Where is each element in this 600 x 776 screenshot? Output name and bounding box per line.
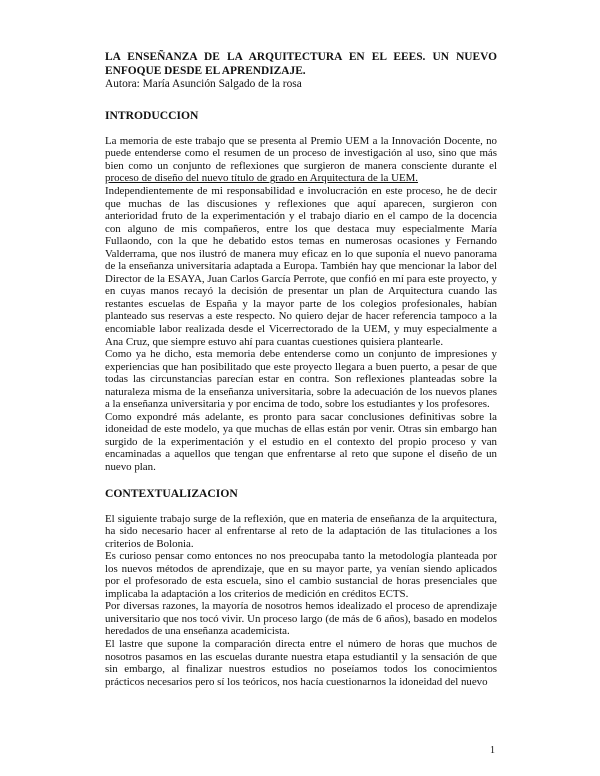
document-author: Autora: María Asunción Salgado de la rosa	[105, 78, 302, 91]
paragraph: Como expondré más adelante, es pronto para sacar conclusiones definitivas sobre la idoneidad de este modelo, ya que muchas de ellas están por venir. Otras sin embargo han surgido de la experimentación y el estudio en el contexto del propio proceso y van encaminadas a aquellos que tengan que enfrentarse al reto que supone el diseño de un nuevo plan.	[105, 410, 497, 473]
underlined-text: proceso de diseño del nuevo título de grado en Arquitectura de la UEM.	[105, 172, 419, 185]
section-heading-introduccion: INTRODUCCION	[105, 108, 199, 122]
document-page	[105, 51, 497, 688]
document-title: LA ENSEÑANZA DE LA ARQUITECTURA EN EL EEES. UN NUEVO ENFOQUE DESDE EL APRENDIZAJE.	[105, 51, 497, 77]
section-heading-contextualizacion: CONTEXTUALIZACION	[105, 486, 238, 500]
paragraph: El siguiente trabajo surge de la reflexión, que en materia de enseñanza de la arquitectura, ha sido necesario hacer al enfrentarse al reto de la adaptación de las titulaciones a los criterios de Bolonia.	[105, 512, 497, 550]
paragraph: Por diversas razones, la mayoría de nosotros hemos idealizado el proceso de aprendizaje universitario que nos tocó vivir. Un proceso largo (de más de 6 años), basado en modelos heredados de una enseñanza academicista.	[105, 600, 497, 638]
paragraph: Como ya he dicho, esta memoria debe entenderse como un conjunto de impresiones y experiencias que han posibilitado que este proyecto llegara a buen puerto, a pesar de que todas las circunstancias parecían estar en contra. Son reflexiones planteadas sobre la naturaleza misma de la enseñanza universitaria, sobre la adecuación de los nuevos planes a la enseñanza universitaria y por encima de todo, sobre los estudiantes y los profesores.	[105, 348, 497, 411]
paragraph: Independientemente de mi responsabilidad e involucración en este proceso, he de decir que muchas de las discusiones y reflexiones que aquí aparecen, surgieron con anterioridad fruto de la experimentación y el trabajo diario en el campo de la docencia con alguno de mis compañeros, entre los que destaca muy especialmente María Fullaondo, con la que he debatido estos temas en numerosas ocasiones y Fernando Valderrama, que nos ilustró de manera muy eficaz en lo que suponía el nuevo panorama de la enseñanza universitaria adaptada a Europa. También hay que mencionar la labor del Director de la ESAYA, Juan Carlos García Perrote, que confió en mí para este proyecto, y en cuyas manos recayó la decisión de presentar un plan de Arquitectura cuando las restantes escuelas de España y la mayor parte de los colegios profesionales, habían planteado sus reservas a este respecto. No quiero dejar de hacer referencia tampoco a la encomiable labor realizada desde el Vicerrectorado de la UEM, y muy especialmente a Ana Cruz, que siempre estuvo ahí para cuantas cuestiones quisiera plantearle.	[105, 184, 497, 348]
paragraph: El lastre que supone la comparación directa entre el número de horas que muchos de nosotros pasamos en las escuelas durante nuestra etapa estudiantil y la sensación de que sin embargo, al finalizar nuestros estudios no poseíamos todos los conocimientos prácticos necesarios pero sí los teóricos, nos hacía cuestionarnos la idoneidad del nuevo	[105, 638, 497, 688]
paragraph: Es curioso pensar como entonces no nos preocupaba tanto la metodología planteada por los nuevos métodos de aprendizaje, que en su mayor parte, ya venían siendo aplicados por el profesorado de esta escuela, sino el cambio sustancial de horas presenciales que implicaba la adaptación a los criterios de medición en créditos ECTS.	[105, 550, 497, 600]
paragraph-text: La memoria de este trabajo que se presenta al Premio UEM a la Innovación Docente, no puede entenderse como el resumen de un proceso de investigación al uso, sino que más bien como un conjunto de reflexiones que surgieron de manera consciente durante el	[105, 134, 497, 172]
page-number: 1	[490, 745, 495, 756]
paragraph	[105, 135, 497, 185]
